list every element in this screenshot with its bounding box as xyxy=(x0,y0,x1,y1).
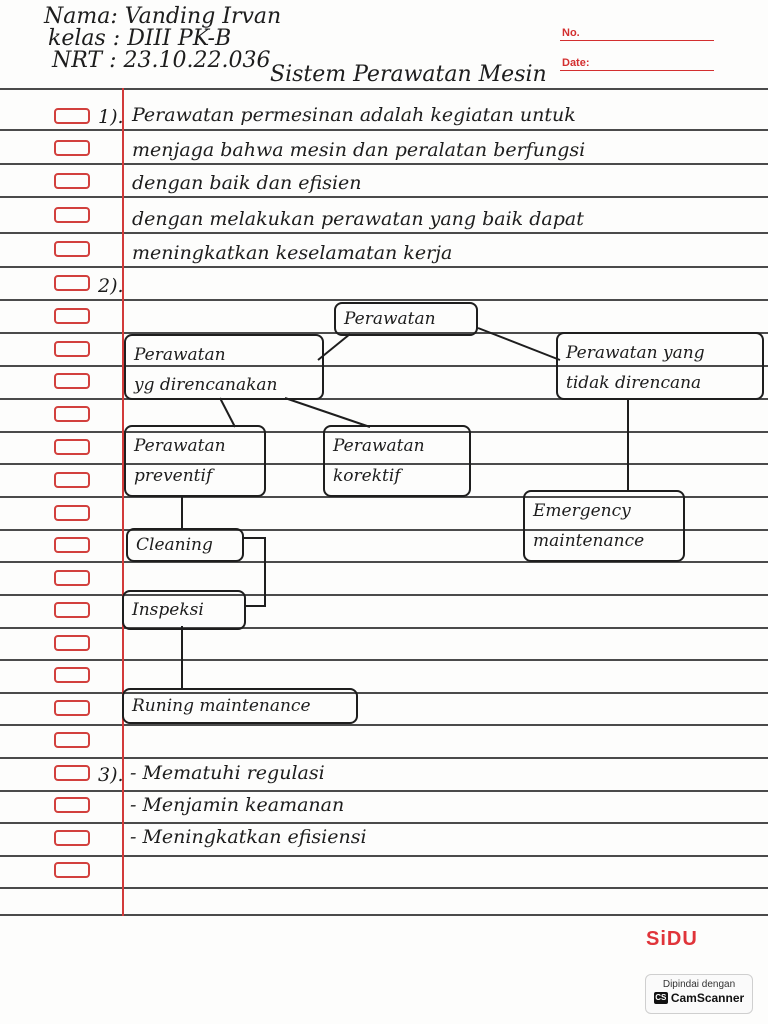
node-preventive-line-1: Perawatan xyxy=(134,436,226,456)
camscanner-badge xyxy=(645,974,753,1014)
no-label: No. xyxy=(562,27,580,39)
q3-item-2: - Menjamin keamanan xyxy=(130,794,345,816)
node-cleaning-label: Cleaning xyxy=(136,535,213,555)
camscanner-label: CamScanner xyxy=(670,991,745,1005)
node-inspection-label: Inspeksi xyxy=(132,600,204,620)
node-running-label: Runing maintenance xyxy=(132,696,311,716)
q1-number: 1). xyxy=(98,106,124,128)
student-class: kelas : DIII PK-B xyxy=(48,26,232,51)
node-perawatan-label: Perawatan xyxy=(344,309,436,329)
node-unplanned-line-1: Perawatan yang xyxy=(566,343,705,363)
scanned-with-label: Dipindai dengan xyxy=(662,979,736,990)
q1-line-5: meningkatkan keselamatan kerja xyxy=(132,242,453,264)
node-unplanned xyxy=(556,332,764,400)
camscanner-icon: CS xyxy=(655,993,667,1002)
node-preventive-line-2: preventif xyxy=(134,466,213,486)
node-corrective xyxy=(323,425,471,497)
sidu-logo: SiDU xyxy=(646,928,698,950)
node-planned-line-1: Perawatan xyxy=(134,345,226,365)
q1-line-2: menjaga bahwa mesin dan peralatan berfungsi xyxy=(132,139,586,161)
student-name: Nama: Vanding Irvan xyxy=(44,4,282,29)
q3-item-1: - Mematuhi regulasi xyxy=(130,762,325,784)
node-running xyxy=(122,688,358,724)
node-corrective-line-1: Perawatan xyxy=(333,436,425,456)
q1-line-3: dengan baik dan efisien xyxy=(132,172,362,194)
page-title: Sistem Perawatan Mesin xyxy=(270,62,547,87)
node-emergency-line-1: Emergency xyxy=(533,501,631,521)
q3-number: 3). xyxy=(98,764,124,786)
q2-number: 2). xyxy=(98,275,124,297)
node-unplanned-line-2: tidak direncana xyxy=(566,373,702,393)
node-perawatan xyxy=(334,302,478,336)
q3-item-3: - Meningkatkan efisiensi xyxy=(130,826,367,848)
node-planned-line-2: yg direncanakan xyxy=(134,375,278,395)
date-label: Date: xyxy=(562,57,590,69)
node-planned xyxy=(124,334,324,400)
node-inspection xyxy=(122,590,246,630)
node-emergency xyxy=(523,490,685,562)
node-corrective-line-2: korektif xyxy=(333,466,401,486)
student-nrt: NRT : 23.10.22.036 xyxy=(52,48,271,73)
node-emergency-line-2: maintenance xyxy=(533,531,645,551)
node-preventive xyxy=(124,425,266,497)
q1-line-4: dengan melakukan perawatan yang baik dapat xyxy=(132,208,584,230)
q1-line-1: Perawatan permesinan adalah kegiatan untuk xyxy=(132,104,576,126)
node-cleaning xyxy=(126,528,244,562)
